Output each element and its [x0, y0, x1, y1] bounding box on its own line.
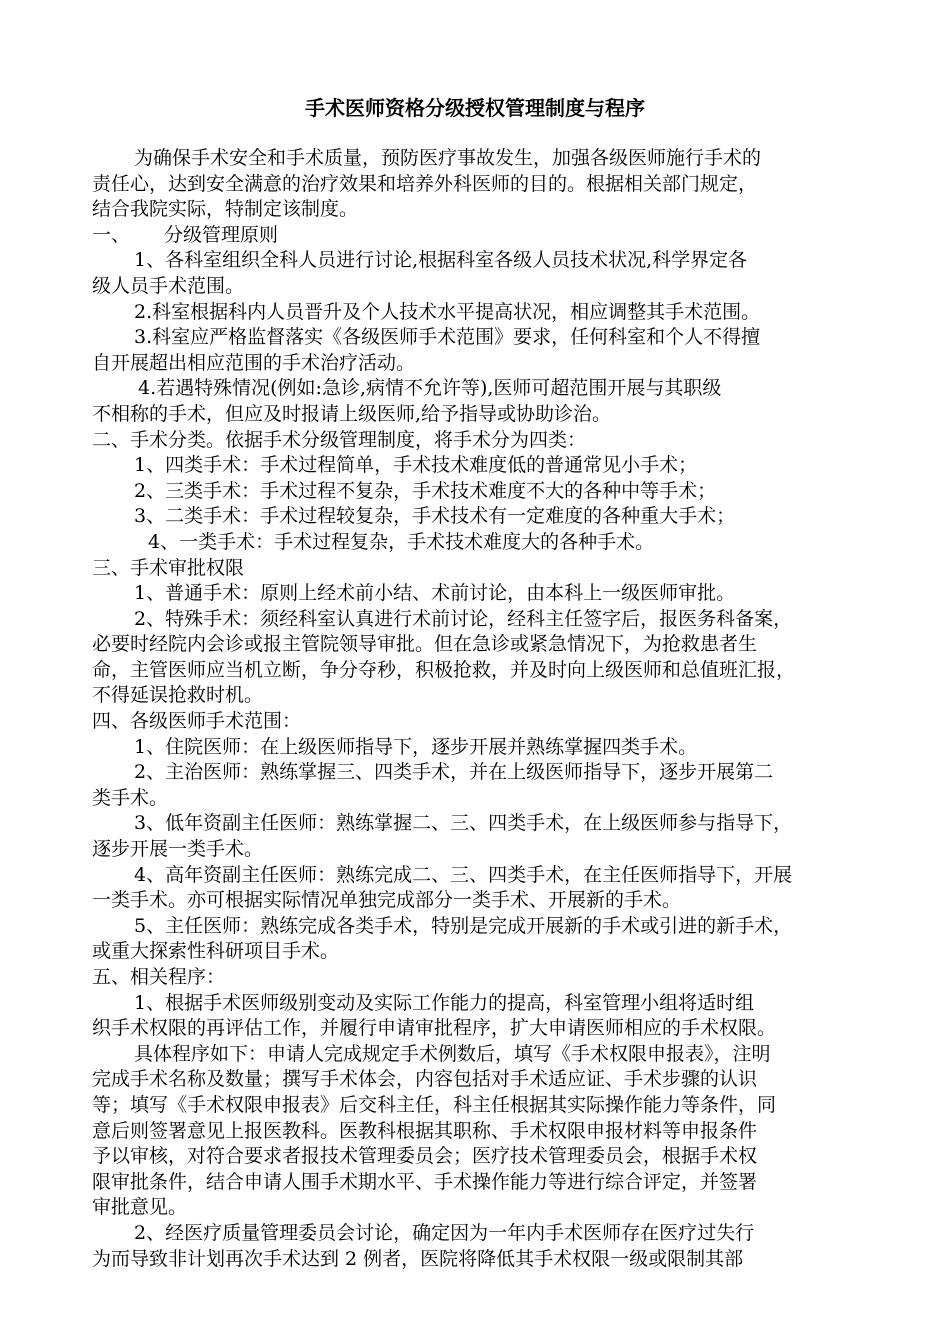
- paragraph-line: 2.科室根据科内人员晋升及个人技术水平提高状况，相应调整其手术范围。: [134, 300, 761, 323]
- paragraph-line: 等；填写《手术权限申报表》后交科主任，科主任根据其实际操作能力等条件，同: [92, 1093, 777, 1116]
- section-heading-3: 三、手术审批权限: [92, 556, 245, 579]
- paragraph-line: 自开展超出相应范围的手术治疗活动。: [92, 351, 416, 374]
- paragraph-line: 审批意见。: [92, 1196, 188, 1219]
- paragraph-line: 逐步开展一类手术。: [92, 838, 264, 861]
- paragraph-line: 具体程序如下：申请人完成规定手术例数后，填写《手术权限申报表》，注明: [134, 1042, 771, 1065]
- paragraph-line: 结合我院实际，特制定该制度。: [92, 198, 359, 221]
- section-number: 一、: [92, 223, 131, 246]
- paragraph-line: 4、高年资副主任医师：熟练完成二、三、四类手术，在主任医师指导下，开展: [134, 863, 793, 886]
- list-item: 4、一类手术：手术过程复杂，手术技术难度大的各种手术。: [148, 530, 655, 553]
- paragraph-line: 责任心，达到安全满意的治疗效果和培养外科医师的目的。根据相关部门规定，: [92, 172, 758, 195]
- section-heading-1: [92, 223, 862, 249]
- paragraph-line: 级人员手术范围。: [92, 274, 245, 297]
- paragraph-line: 限审批条件，结合申请人围手术期水平、手术操作能力等进行综合评定，并签署: [92, 1170, 758, 1193]
- paragraph-line: 2、主治医师：熟练掌握三、四类手术，并在上级医师指导下，逐步开展第二: [134, 761, 774, 784]
- paragraph-line: 命，主管医师应当机立断，争分夺秒，积极抢救，并及时向上级医师和总值班汇报，: [92, 658, 796, 681]
- paragraph-line: 完成手术名称及数量；撰写手术体会，内容包括对手术适应证、手术步骤的认识: [92, 1068, 758, 1091]
- section-heading-4: 四、各级医师手术范围：: [92, 710, 302, 733]
- paragraph-line: 4.若遇特殊情况(例如:急诊,病情不允许等),医师可超范围开展与其职级: [138, 377, 722, 400]
- paragraph-line: 予以审核，对符合要求者报技术管理委员会；医疗技术管理委员会，根据手术权: [92, 1145, 758, 1168]
- paragraph-line: 2、特殊手术：须经科室认真进行术前讨论，经科主任签字后，报医务科备案，: [134, 607, 793, 630]
- paragraph-line: 织手术权限的再评估工作，并履行申请审批程序，扩大申请医师相应的手术权限。: [92, 1017, 777, 1040]
- paragraph-line: 3、低年资副主任医师：熟练掌握二、三、四类手术，在上级医师参与指导下，: [134, 812, 793, 835]
- document-title: 手术医师资格分级授权管理制度与程序: [305, 96, 645, 120]
- paragraph-line: 必要时经院内会诊或报主管院领导审批。但在急诊或紧急情况下，为抢救患者生: [92, 633, 758, 656]
- paragraph-line: 不得延误抢救时机。: [92, 684, 264, 707]
- paragraph-line: 意后则签署意见上报医教科。医教科根据其职称、手术权限申报材料等申报条件: [92, 1119, 758, 1142]
- paragraph-line: 2、经医疗质量管理委员会讨论，确定因为一年内手术医师存在医疗过失行: [134, 1221, 755, 1244]
- paragraph-line: 1、根据手术医师级别变动及实际工作能力的提高，科室管理小组将适时组: [134, 991, 755, 1014]
- paragraph-line: 1、普通手术：原则上经术前小结、术前讨论，由本科上一级医师审批。: [134, 582, 736, 605]
- paragraph-line: 或重大探索性科研项目手术。: [92, 940, 340, 963]
- section-heading-2: 二、手术分类。依据手术分级管理制度，将手术分为四类：: [92, 428, 587, 451]
- paragraph-line: 一类手术。亦可根据实际情况单独完成部分一类手术、开展新的手术。: [92, 889, 682, 912]
- section-heading-text: 分级管理原则: [164, 223, 279, 246]
- paragraph-line: 3.科室应严格监督落实《各级医师手术范围》要求，任何科室和个人不得擅: [134, 326, 761, 349]
- list-item: 2、三类手术：手术过程不复杂，手术技术难度不大的各种中等手术；: [134, 479, 717, 502]
- paragraph-line: 为而导致非计划再次手术达到 2 例者，医院将降低其手术权限一级或限制其部: [92, 1247, 744, 1270]
- paragraph-line: 5、主任医师：熟练完成各类手术，特别是完成开展新的手术或引进的新手术，: [134, 914, 793, 937]
- paragraph-line: 类手术。: [92, 786, 169, 809]
- list-item: 3、二类手术：手术过程较复杂，手术技术有一定难度的各种重大手术；: [134, 505, 736, 528]
- paragraph-line: 1、各科室组织全科人员进行讨论,根据科室各级人员技术状况,科学界定各: [134, 249, 748, 272]
- list-item: 1、四类手术：手术过程简单，手术技术难度低的普通常见小手术；: [134, 454, 698, 477]
- document-body: [92, 146, 862, 1272]
- paragraph-line: 不相称的手术，但应及时报请上级医师,给予指导或协助诊治。: [92, 402, 612, 425]
- paragraph-line: 为确保手术安全和手术质量，预防医疗事故发生，加强各级医师施行手术的: [134, 147, 762, 169]
- section-heading-5: 五、相关程序：: [92, 966, 226, 988]
- paragraph-line: 1、住院医师：在上级医师指导下，逐步开展并熟练掌握四类手术。: [134, 735, 698, 758]
